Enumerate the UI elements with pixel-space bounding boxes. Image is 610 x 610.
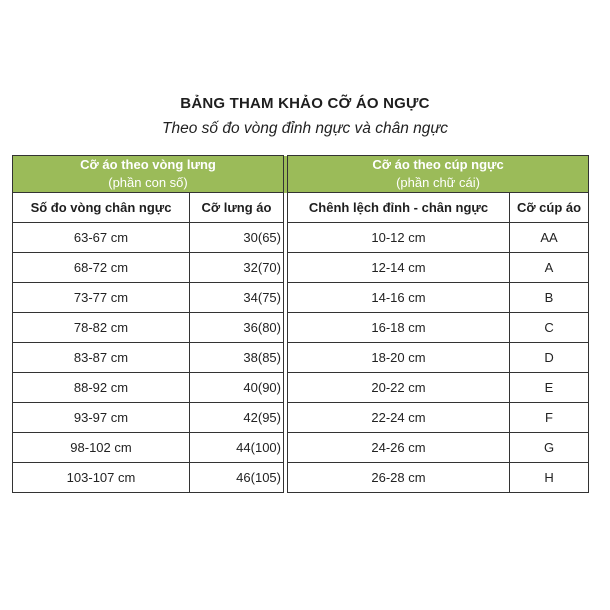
band-size-cell [190,433,284,463]
header-band-size: Cỡ lưng áo [190,193,284,223]
table-row [13,223,589,253]
band-size-us: 40 [243,380,258,395]
difference-cell: 16-18 cm [288,313,510,343]
cup-size-cell: A [510,253,589,283]
underbust-cell: 98-102 cm [13,433,190,463]
band-size-cell [190,253,284,283]
underbust-cell: 68-72 cm [13,253,190,283]
table-row [13,283,589,313]
band-size-eu: (70) [257,260,281,275]
band-size-us: 44 [236,440,251,455]
band-size-eu: (95) [257,410,281,425]
band-group-subtitle: (phần con số) [108,175,188,190]
difference-cell: 24-26 cm [288,433,510,463]
difference-cell: 26-28 cm [288,463,510,493]
band-size-us: 38 [243,350,258,365]
band-size-us: 42 [243,410,258,425]
difference-cell: 12-14 cm [288,253,510,283]
cup-size-cell: H [510,463,589,493]
cup-size-cell: AA [510,223,589,253]
document-subtitle: Theo số đo vòng đỉnh ngực và chân ngực [162,120,448,137]
band-size-cell [190,403,284,433]
cup-group-header [288,156,589,193]
band-size-us: 36 [243,320,258,335]
column-header-row [13,193,589,223]
band-size-cell [190,313,284,343]
band-size-us: 46 [236,470,251,485]
difference-cell: 20-22 cm [288,373,510,403]
difference-cell: 22-24 cm [288,403,510,433]
underbust-cell: 78-82 cm [13,313,190,343]
band-size-eu: (105) [250,470,281,485]
underbust-cell: 63-67 cm [13,223,190,253]
document-title: BẢNG THAM KHẢO CỠ ÁO NGỰC [180,95,430,112]
band-size-cell [190,463,284,493]
band-size-us: 30 [243,230,258,245]
band-size-us: 34 [243,290,258,305]
table-row [13,253,589,283]
difference-cell: 10-12 cm [288,223,510,253]
header-cup-size: Cỡ cúp áo [510,193,589,223]
underbust-cell: 88-92 cm [13,373,190,403]
underbust-cell: 73-77 cm [13,283,190,313]
table-row [13,463,589,493]
underbust-cell: 93-97 cm [13,403,190,433]
band-size-eu: (85) [257,350,281,365]
difference-cell: 14-16 cm [288,283,510,313]
cup-size-cell: D [510,343,589,373]
band-size-cell [190,223,284,253]
table-row [13,343,589,373]
band-size-eu: (100) [250,440,281,455]
cup-size-cell: E [510,373,589,403]
band-size-cell [190,373,284,403]
band-group-header [13,156,284,193]
underbust-cell: 103-107 cm [13,463,190,493]
header-underbust: Số đo vòng chân ngực [13,193,190,223]
band-size-cell [190,343,284,373]
cup-group-title: Cỡ áo theo cúp ngực [372,157,504,172]
cup-size-cell: G [510,433,589,463]
underbust-cell: 83-87 cm [13,343,190,373]
band-size-eu: (75) [257,290,281,305]
cup-group-subtitle: (phần chữ cái) [396,175,480,190]
bra-size-table [12,155,589,493]
header-difference: Chênh lệch đỉnh - chân ngực [288,193,510,223]
band-size-eu: (90) [257,380,281,395]
difference-cell: 18-20 cm [288,343,510,373]
cup-size-cell: C [510,313,589,343]
group-header-row [13,156,589,193]
band-size-eu: (65) [257,230,281,245]
band-size-cell [190,283,284,313]
table-row [13,313,589,343]
cup-size-cell: F [510,403,589,433]
band-size-eu: (80) [257,320,281,335]
table-row [13,373,589,403]
band-group-title: Cỡ áo theo vòng lưng [80,157,216,172]
band-size-us: 32 [243,260,258,275]
table-row [13,403,589,433]
table-body [13,223,589,493]
table-row [13,433,589,463]
cup-size-cell: B [510,283,589,313]
